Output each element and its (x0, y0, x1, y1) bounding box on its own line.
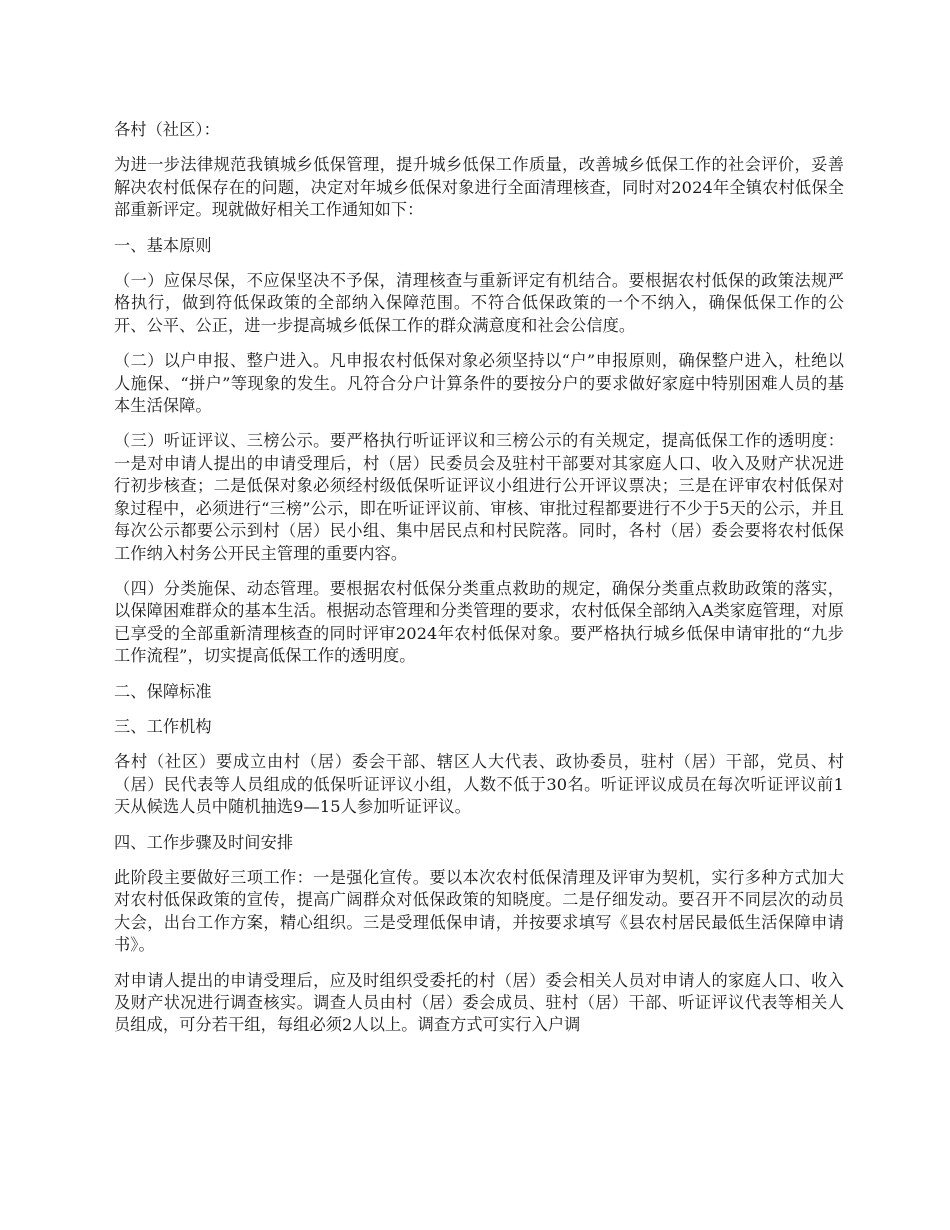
section-heading-steps: 四、工作步骤及时间安排 (114, 832, 294, 852)
principle-paragraph-1: （一）应保尽保，不应保坚决不予保，清理核查与重新评定有机结合。要根据农村低保的政策法规严格执行，做到符低保政策的全部纳入保障范围。不符合低保政策的一个不纳入，确保低保工作的公开、公平、公正，进一步提高城乡低保工作的群众满意度和社会公信度。 (114, 271, 844, 335)
steps-paragraph-1: 此阶段主要做好三项工作：一是强化宣传。要以本次农村低保清理及评审为契机，实行多种方式加大对农村低保政策的宣传，提高广阔群众对低保政策的知晓度。二是仔细发动。要召开不同层次的动员大会，出台工作方案，精心组织。三是受理低保申请，并按要求填写《县农村居民最低生活保障申请书》。 (114, 867, 844, 955)
steps-paragraph-2: 对申请人提出的申请受理后，应及时组织受委托的村（居）委会相关人员对申请人的家庭人口、收入及财产状况进行调查核实。调查人员由村（居）委会成员、驻村（居）干部、听证评议代表等相关人员组成，可分若干组，每组必须2人以上。调查方式可实行入户调 (114, 970, 844, 1035)
section-heading-organization: 三、工作机构 (114, 716, 212, 736)
salutation: 各村（社区）： (114, 120, 220, 139)
principle-paragraph-4: （四）分类施保、动态管理。要根据农村低保分类重点救助的规定，确保分类重点救助政策的落实，以保障困难群众的基本生活。根据动态管理和分类管理的要求，农村低保全部纳入A类家庭管理，对原已享受的全部重新清理核查的同时评审2024年农村低保对象。要严格执行城乡低保申请审批的“九步工作流程”，切实提高低保工作的透明度。 (114, 578, 844, 666)
organization-paragraph: 各村（社区）要成立由村（居）委会干部、辖区人大代表、政协委员，驻村（居）干部，党员、村（居）民代表等人员组成的低保听证评议小组，人数不低于30名。听证评议成员在每次听证评议前1天从候选人员中随机抽选9—15人参加听证评议。 (114, 752, 844, 817)
section-heading-standards: 二、保障标准 (114, 681, 212, 701)
principle-paragraph-3: （三）听证评议、三榜公示。要严格执行听证评议和三榜公示的有关规定，提高低保工作的透明度：一是对申请人提出的申请受理后，村（居）民委员会及驻村干部要对其家庭人口、收入及财产状况进行初步核查；二是低保对象必须经村级低保听证评议小组进行公开评议票决；三是在评审农村低保对象过程中，必须进行“三榜”公示，即在听证评议前、审核、审批过程都要进行不少于5天的公示，并且每次公示都要公示到村（居）民小组、集中居民点和村民院落。同时，各村（居）委会要将农村低保工作纳入村务公开民主管理的重要内容。 (114, 431, 844, 563)
document-body (114, 119, 844, 1050)
intro-paragraph: 为进一步法律规范我镇城乡低保管理，提升城乡低保工作质量，改善城乡低保工作的社会评价，妥善解决农村低保存在的问题，决定对年城乡低保对象进行全面清理核查，同时对2024年全镇农村低保全部重新评定。现就做好相关工作通知如下： (114, 155, 844, 220)
principle-paragraph-2: （二）以户申报、整户进入。凡申报农村低保对象必须坚持以“户”申报原则，确保整户进入，杜绝以人施保、“拼户”等现象的发生。凡符合分户计算条件的要按分户的要求做好家庭中特别困难人员的基本生活保障。 (114, 351, 844, 416)
section-heading-principles: 一、基本原则 (114, 235, 212, 255)
